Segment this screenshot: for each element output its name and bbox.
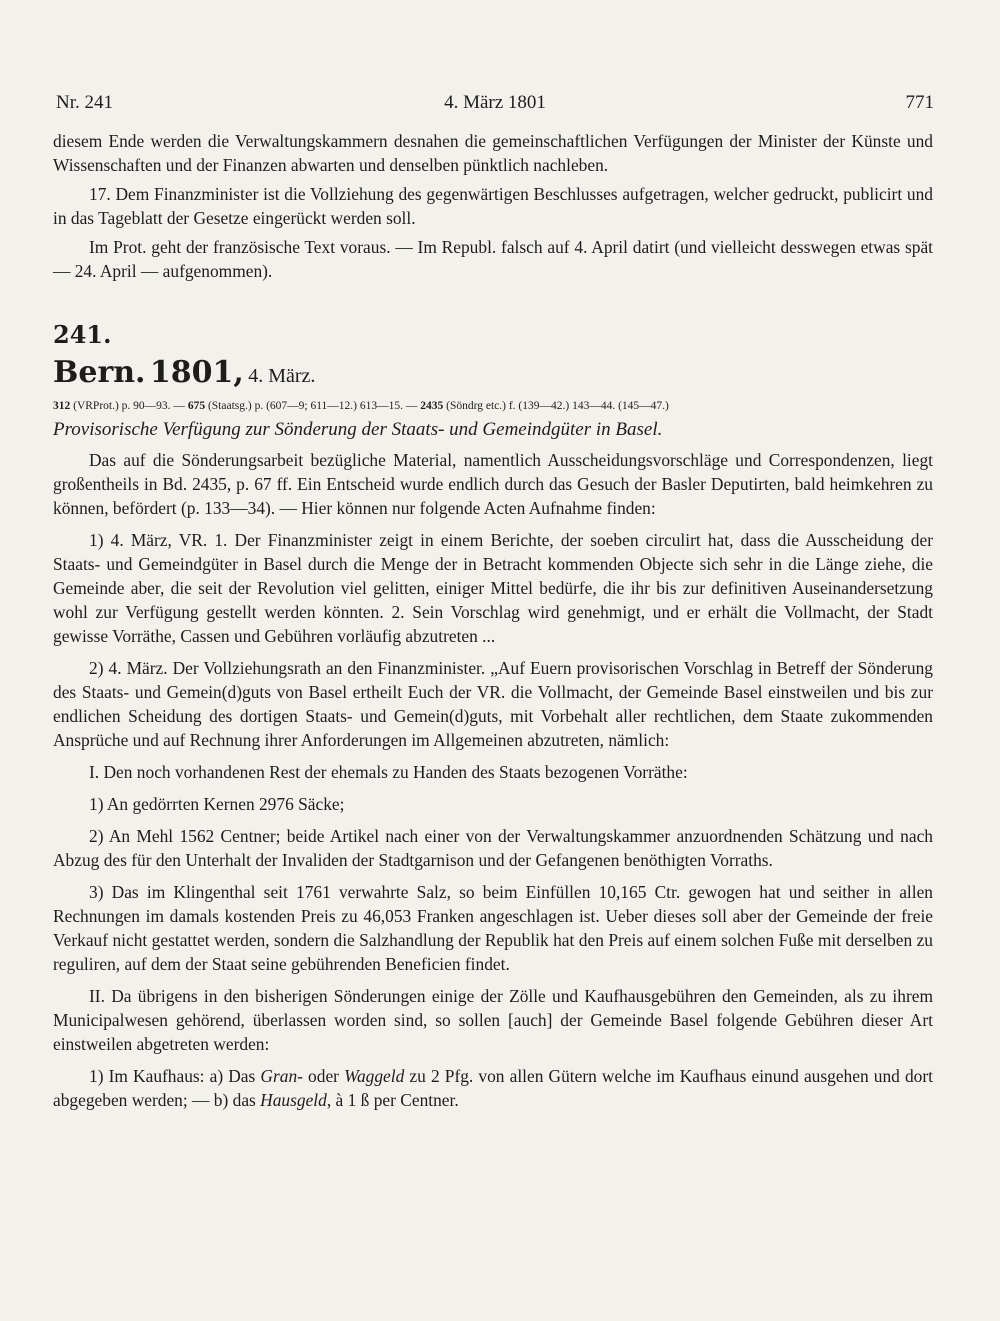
body-text — [53, 129, 933, 1112]
running-head — [56, 92, 934, 118]
page-number: 771 — [905, 92, 934, 113]
list-item: 1) 4. März, VR. 1. Der Finanzminister zeigt in einem Berichte, der soeben circulirt hat, dass die Ausscheidung der Staats- und Gemeindgüter in Basel durch die Menge der in Betracht kommenden Objecte sich sehr in die Länge ziehe, die Gemeinde aber, die seit der Revolution viel gelitten, einiger Mittel bedürfe, die ihr bis zur definitiven Auseinandersetzung wohl zur Verfügung gestellt werden könnten. 2. Sein Vorschlag wird genehmigt, und er erhält die Vollmacht, der Stadt gewisse Vorräthe, Cassen und Gebühren vorläufig abzutreten ... — [53, 530, 933, 646]
section-heading: II. Da übrigens in den bisherigen Sönderungen einige der Zölle und Kaufhausgebühren den Gemeinden, als zu ihrem Municipalwesen gehörend, überlassen worden sind, so sollen [auch] der Gemeinde Basel folgende Gebühren dieser Art einstweilen abgetreten werden: — [53, 986, 933, 1054]
editorial-note: Im Prot. geht der französische Text voraus. — Im Republ. falsch auf 4. April datirt (und vielleicht desswegen etwas spät — 24. April — aufgenommen). — [53, 237, 933, 281]
document-number: 241. — [53, 320, 112, 349]
date-header: 4. März 1801 — [444, 92, 546, 113]
list-item: 3) Das im Klingenthal seit 1761 verwahrte Salz, so beim Einfüllen 10,165 Ctr. gewogen hat und seither in allen Rechnungen im damals kostenden Preis zu 46,053 Franken angeschlagen ist. Ueber dieses soll aber der Gemeinde der freie Verkauf nicht gestattet werden, sondern die Salzhandlung der Republik hat den Preis auf einem solchen Fuße mit derselben zu reguliren, auf dem der Staat seine gebührenden Beneficien findet. — [53, 882, 933, 974]
source-number: 2435 — [420, 400, 444, 412]
italic-term: Waggeld — [344, 1066, 405, 1086]
year: 1801, — [149, 355, 244, 390]
section-heading: I. Den noch vorhandenen Rest der ehemals zu Handen des Staats bezogenen Vorräthe: — [89, 762, 688, 782]
italic-term: Gran- — [260, 1066, 303, 1086]
text-run: , à 1 ß per Centner. — [326, 1090, 459, 1110]
list-item — [53, 1064, 933, 1112]
text-run: zu 2 Pfg. von allen Gütern welche im Kaufhaus einund ausgehen und dort abgegeben werden; — b) das — [53, 1066, 933, 1110]
source-detail: (Staatsg.) p. (607—9; 611—12.) 613—15. — — [205, 400, 421, 412]
text-run: 1) Im Kaufhaus: a) Das — [89, 1066, 261, 1086]
list-item: 1) An gedörrten Kernen 2976 Säcke; — [89, 794, 345, 814]
place: Bern. — [53, 355, 146, 390]
day: 4. März. — [248, 365, 316, 387]
paragraph: diesem Ende werden die Verwaltungskammern desnahen die gemeinschaftlichen Verfügungen der Minister der Künste und Wissenschaften und der Finanzen abwarten und denselben pünktlich nachleben. — [53, 131, 933, 175]
list-item: 2) 4. März. Der Vollziehungsrath an den Finanzminister. „Auf Euern provisorischen Vorschlag in Betreff der Sönderung des Staats- und Gemein(d)guts von Basel ertheilt Euch der VR. die Vollmacht, der Gemeinde Basel einstweilen und bis zur endlichen Scheidung des dortigen Staats- und Gemein(d)guts, mit Vorbehalt aller rechtlichen, dem Staate zukommenden Ansprüche und auf Rechnung ihrer Anforderungen im Allgemeinen abzutreten, nämlich: — [53, 658, 933, 750]
paragraph: Das auf die Sönderungsarbeit bezügliche Material, namentlich Ausscheidungsvorschläge und Correspondenzen, liegt großentheils in Bd. 2435, p. 67 ff. Ein Entscheid wurde endlich durch das Gesuch der Basler Deputirten, bald heimkehren zu können, befördert (p. 133—34). — Hier können nur folgende Acten Aufnahme finden: — [53, 450, 933, 518]
list-item: 2) An Mehl 1562 Centner; beide Artikel nach einer von der Verwaltungskammer anzuordnenden Schätzung und nach Abzug des für den Unterhalt der Invaliden der Stadtgarnison und der Gefangenen benöthigten Vorraths. — [53, 826, 933, 870]
paragraph: 17. Dem Finanzminister ist die Vollziehung des gegenwärtigen Beschlusses aufgetragen, welcher gedruckt, publicirt und in das Tageblatt der Gesetze eingerückt werden soll. — [53, 184, 933, 228]
source-detail: (Söndrg etc.) f. (139—42.) 143—44. (145—47.) — [443, 400, 669, 412]
source-number: 675 — [187, 400, 206, 412]
dateline — [53, 355, 933, 394]
source-detail: (VRProt.) p. 90—93. — — [70, 400, 188, 412]
source-references — [53, 397, 933, 415]
italic-term: Hausgeld — [260, 1090, 327, 1110]
text-run: oder — [302, 1066, 345, 1086]
document-number-header: Nr. 241 — [56, 92, 113, 113]
document-title: Provisorische Verfügung zur Sönderung der Staats- und Gemeindgüter in Basel. — [53, 419, 663, 440]
source-number: 312 — [53, 400, 71, 412]
